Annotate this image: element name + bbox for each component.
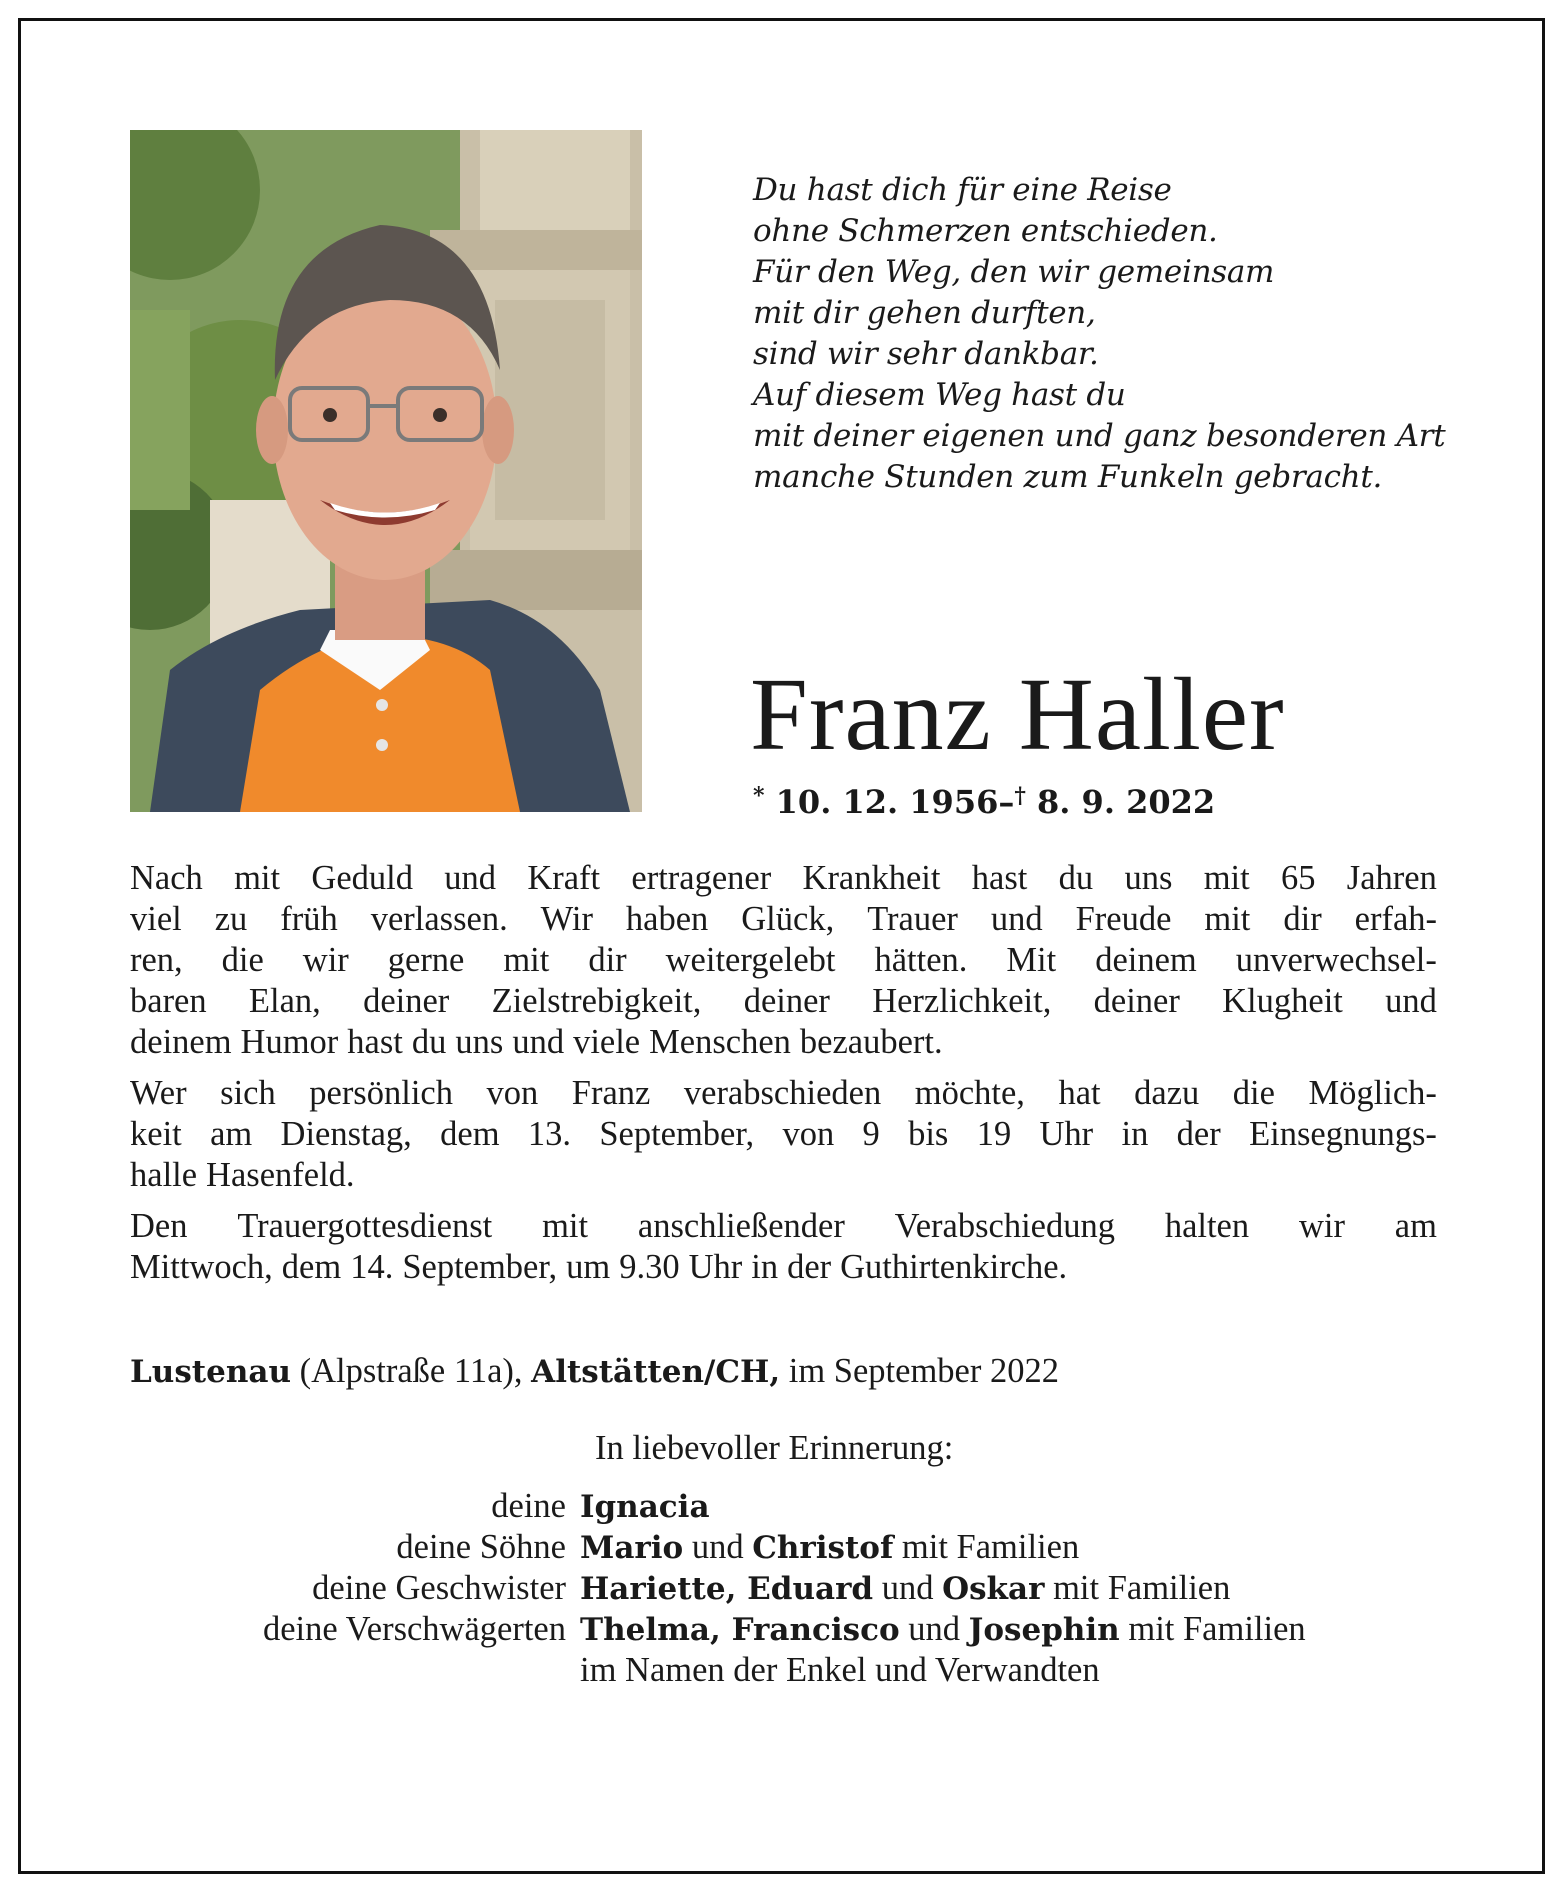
mourner-row — [130, 1650, 1460, 1690]
birth-symbol: * — [753, 783, 765, 809]
poem-line: manche Stunden zum Funkeln gebracht. — [753, 459, 1383, 495]
deceased-name: Franz Haller — [750, 657, 1285, 772]
text-line: Wer sich persönlich von Franz verabschieden möchte, hat dazu die Möglich- — [130, 1074, 1437, 1112]
mourner-connector: mit Familien — [1119, 1610, 1306, 1648]
text-line: baren Elan, deiner Zielstrebigkeit, deiner Herzlichkeit, deiner Klugheit und — [130, 982, 1437, 1020]
place-town-altstaetten: Altstätten/CH, — [531, 1354, 781, 1390]
mourner-name: Christof — [752, 1530, 894, 1566]
mourner-connector: mit Familien — [1044, 1569, 1231, 1607]
mourner-name: Ignacia — [580, 1489, 710, 1525]
poem-line: mit deiner eigenen und ganz besonderen Art — [753, 418, 1446, 454]
place-date: im September 2022 — [788, 1352, 1059, 1390]
portrait-illustration — [130, 130, 642, 812]
mourner-name: Mario — [580, 1530, 684, 1566]
mourner-row — [130, 1568, 1460, 1609]
place-line — [130, 1351, 1059, 1392]
death-date: 8. 9. 2022 — [1037, 783, 1216, 821]
poem-line: sind wir sehr dankbar. — [753, 336, 1099, 372]
mourner-names — [580, 1609, 1460, 1650]
mourner-names — [580, 1650, 1460, 1690]
mourner-connector: mit Familien — [893, 1528, 1080, 1566]
mourner-row — [130, 1527, 1460, 1568]
mourner-connector: im Namen der Enkel und Verwandten — [580, 1651, 1100, 1689]
portrait-photo — [130, 130, 642, 812]
mourner-row — [130, 1609, 1460, 1650]
mourner-relation: deine Söhne — [396, 1528, 566, 1566]
memory-heading: In liebevoller Erinnerung: — [595, 1429, 954, 1467]
mourner-name: Josephin — [968, 1612, 1120, 1648]
text-line: ren, die wir gerne mit dir weitergelebt hätten. Mit deinem unverwechsel- — [130, 941, 1437, 979]
mourner-name: Thelma, Francisco — [580, 1612, 900, 1648]
mourner-relation: deine — [491, 1487, 566, 1525]
place-address: (Alpstraße 11a), — [299, 1352, 523, 1390]
obituary-paragraph — [130, 1073, 1437, 1196]
place-town-lustenau: Lustenau — [130, 1354, 291, 1390]
poem-line: mit dir gehen durften, — [753, 295, 1096, 331]
text-line: Nach mit Geduld und Kraft ertragener Krankheit hast du uns mit 65 Jahren — [130, 859, 1437, 897]
mourners-list — [130, 1486, 1460, 1690]
poem-line: Du hast dich für eine Reise — [753, 172, 1172, 208]
mourner-name: Hariette, Eduard — [580, 1571, 874, 1607]
text-line: halle Hasenfeld. — [130, 1156, 355, 1194]
text-line: keit am Dienstag, dem 13. September, von 9 bis 19 Uhr in der Einsegnungs- — [130, 1115, 1437, 1153]
text-line: viel zu früh verlassen. Wir haben Glück, Trauer und Freude mit dir erfah- — [130, 900, 1437, 938]
mourner-row — [130, 1486, 1460, 1527]
mourner-relation: deine Geschwister — [312, 1569, 566, 1607]
text-line: Mittwoch, dem 14. September, um 9.30 Uhr in der Guthirtenkirche. — [130, 1248, 1068, 1286]
mourner-name: Oskar — [942, 1571, 1045, 1607]
text-line: Den Trauergottesdienst mit anschließender Verabschiedung halten wir am — [130, 1207, 1437, 1245]
mourner-connector: und — [899, 1610, 969, 1648]
mourner-names — [580, 1568, 1460, 1609]
mourner-connector: und — [873, 1569, 943, 1607]
mourner-names — [580, 1486, 1460, 1527]
poem-line: ohne Schmerzen entschieden. — [753, 213, 1218, 249]
poem-line: Auf diesem Weg hast du — [753, 377, 1126, 413]
death-symbol: † — [1014, 783, 1026, 809]
mourner-relation — [130, 1650, 580, 1690]
mourner-connector: und — [683, 1528, 753, 1566]
text-line: deinem Humor hast du uns und viele Menschen bezaubert. — [130, 1023, 943, 1061]
date-separator: – — [998, 783, 1015, 821]
obituary-text — [130, 858, 1437, 1298]
mourner-relation: deine Verschwägerten — [262, 1610, 566, 1648]
obituary-paragraph — [130, 858, 1437, 1063]
poem-line: Für den Weg, den wir gemeinsam — [753, 254, 1275, 290]
memorial-poem — [753, 170, 1473, 498]
birth-date: 10. 12. 1956 — [775, 783, 999, 821]
life-dates — [753, 776, 1215, 822]
mourner-names — [580, 1527, 1460, 1568]
obituary-paragraph — [130, 1206, 1437, 1288]
